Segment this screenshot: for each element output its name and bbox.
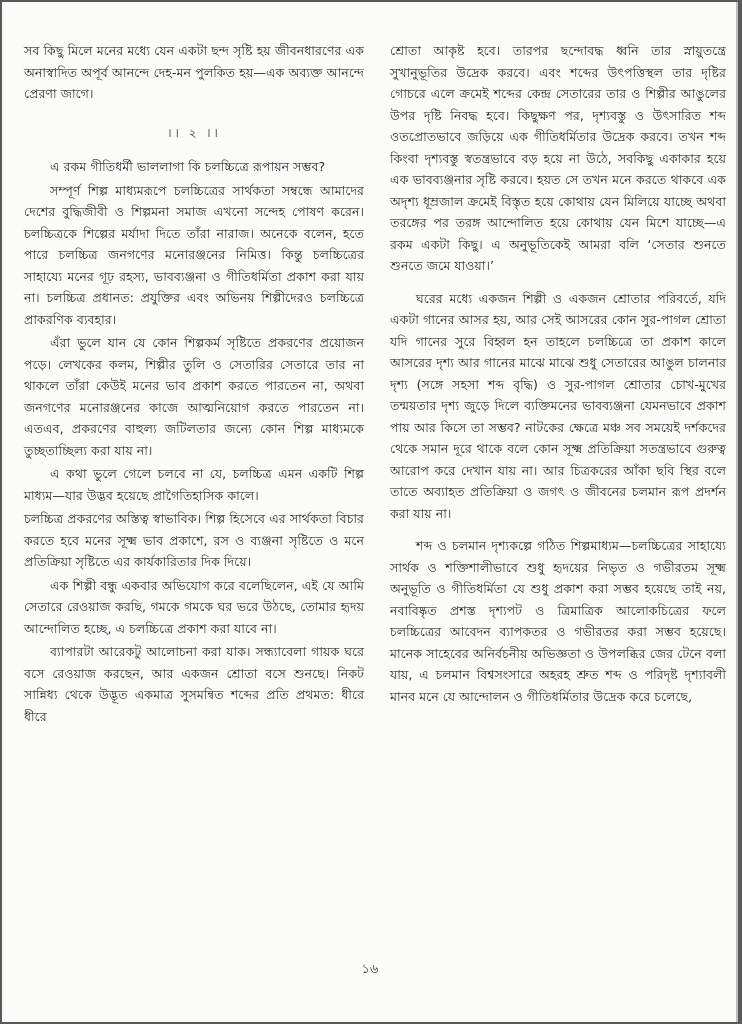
left-column [24,40,364,729]
paragraph: এঁরা ভুলে যান যে কোন শিল্পকর্ম সৃষ্টিতে প্রকরণের প্রয়োজন পড়ে। লেখকের কলম, শিল্পীর তুলি ও সেতারির সেতারে তার না থাকলে তাঁরা কেউই মনের ভাব প্রকাশ করতে পারতেন না, অথবা জনগণের মনোরঞ্জনের কাজে আত্মনিয়োগ করতে পারতেন না। এতএব, প্রকরণের বাহুল্য জটিলতার জন্যে কোন শিল্প মাধ্যমকে তুচ্ছতাচ্ছিল্য করা যায় না। [24,335,364,458]
page-number: ১৬ [361,962,379,977]
paragraph: শব্দ ও চলমান দৃশ্যকল্পে গঠিত শিল্পমাধ্যম—চলচ্চিত্রের সাহায্যে সার্থক ও শক্তিশালীভাবে শুধু হৃদয়ের নিভৃত ও গভীরতম সূক্ষ্ম অনুভূতি ও গীতিধর্মিতা যে শুধু প্রকাশ করা সম্ভব হয়েছে তাই নয়, নবাবিষ্কৃত প্রশস্ত দৃশ্যপট ও ত্রিমাত্রিক আলোকচিত্রের ফলে চলচ্চিত্রের আবেদন ব্যাপকতর ও গভীরতর করা সম্ভব হয়েছে। মানেক সাহেবের অনির্বচনীয় অভিজ্ঞতা ও উপলব্ধির জের টেনে বলা যায়, এ চলমান বিশ্বসংসারে অহরহ শ্রুত শব্দ ও পরিদৃষ্ট দৃশ্যাবলী মানব মনে যে আন্দোলন ও গীতিধর্মিতার উদ্রেক করে চলেছে, [390,538,726,704]
paragraph: ব্যাপারটা আরেকটু আলোচনা করা যাক। সন্ধ্যাবেলা গায়ক ঘরে বসে রেওয়াজ করছেন, আর একজন শ্রোতা বসে শুনছে। নিকট সান্নিধ্য থেকে উদ্ভূত একমাত্র সুসমন্বিত শব্দের প্রতি প্রথমত: ধীরে ধীরে [24,644,364,724]
paragraph: ঘরের মধ্যে একজন শিল্পী ও একজন শ্রোতার পরিবর্তে, যদি একটা গানের আসর হয়, আর সেই আসরের কোন সুর-পাগল শ্রোতা যদি গানের সুরে বিহ্বল হন তাহলে চলচ্চিত্রে তা প্রকাশ কালে আসরের দৃশ্য আর গানের মাঝে মাঝে শুধু সেতারের আঙুল চালনার দৃশ্য (সঙ্গে সহসা শব্দ বৃদ্ধি) ও সুর-পাগল শ্রোতার চোখ-মুখের তন্ময়তার দৃশ্য জুড়ে দিলে ব্যক্তিমনের ভাবব্যঞ্জনা যেমনভাবে প্রকাশ পায় আর কিসে তা সম্ভব? নাটকের ক্ষেত্রে মঞ্চ সব সময়েই দর্শকদের থেকে সমান দূরে থাকে বলে কোন সূক্ষ্ম প্রতিক্রিয়া সতন্ত্রভাবে গুরুত্ব আরোপ করে দেখান যায় না। আর চিত্রকরের আঁকা ছবি স্থির বলে তাতে অব্যাহত প্রতিক্রিয়া ও জগৎ ও জীবনের চলমান রূপ প্রদর্শন করা যায় না। [390,290,726,521]
paragraph: সম্পূর্ণ শিল্প মাধ্যমরূপে চলচ্চিত্রের সার্থকতা সম্বন্ধে আমাদের দেশের বুদ্ধিজীবী ও শিল্পমনা সমাজ এখনো সন্দেহ পোষণ করেন। চলচ্চিত্রকে শিল্পের মর্যাদা দিতে তাঁরা নারাজ। অনেকে বলেন, হতে পারে চলচ্চিত্র জনগণের মনোরঞ্জনের নিমিত্ত। কিন্তু চলচ্চিত্রের সাহায্যে মনের গূঢ় রহস্য, ভাবব্যঞ্জনা ও গীতিধর্মিতা প্রকাশ করা যায় না। চলচ্চিত্র প্রধানত: প্রযুক্তির এবং অভিনয় শিল্পীদেরও চলচ্চিত্রে প্রাকরণিক ব্যবহার। [24,182,364,327]
paragraph: চলচ্চিত্র প্রকরণের অস্তিত্ব স্বাভাবিক। শিল্প হিসেবে এর সার্থকতা বিচার করতে হবে মনের সূক্ষ্ম ভাব প্রকাশে, রস ও ব্যঞ্জনা সৃষ্টিতে ও মনে প্রতিক্রিয়া সৃষ্টিতে এর কার্যকারিতার দিক দিয়ে। [24,511,364,569]
section-number: ।। ২ ।। [167,125,221,140]
paragraph: শ্রোতা আকৃষ্ট হবে। তারপর ছন্দোবদ্ধ ধ্বনি তার স্নায়ুতন্ত্রে সুখানুভূতির উদ্রেক করবে। এবং শব্দের উৎপত্তিস্থল তার দৃষ্টির গোচরে এলে ক্রমেই শব্দের কেন্দ্র সেতারের তার ও শিল্পীর আঙুলের উপর দৃষ্টি নিবদ্ধ হবে। কিছুক্ষণ পর, দৃশ্যবস্তু ও উৎসারিত শব্দ ওতপ্রোতভাবে জড়িয়ে এক গীতিধর্মিতার উদ্রেক করবে। তখন শব্দ কিংবা দৃশ্যবস্তু স্বতন্ত্রভাবে বড় হয়ে না উঠে, সবকিছু একাকার হয়ে এক ভাবব্যঞ্জনার সৃষ্টি করবে। হয়ত সে তখন মনে করতে থাকবে এক অদৃশ্য ধূম্রজাল ক্রমেই বিস্তৃত হয়ে কোথায় যেন মিলিয়ে যাচ্ছে অথবা তরঙ্গের পর তরঙ্গ আন্দোলিত হয়ে কোথায় যেন মিশে যাচ্ছে—এ রকম একটা কিছু। এ অনুভূতিকেই আমরা বলি ‘সেতার শুনতে শুনতে জমে যাওয়া।’ [390,43,726,273]
book-page [2,2,738,1022]
right-column [390,40,726,718]
paragraph: এক শিল্পী বন্ধু একবার অভিযোগ করে বলেছিলেন, এই যে আমি সেতারে রেওয়াজ করছি, গমকে গমকে ঘর ভরে উঠছে, তোমার হৃদয় আন্দোলিত হচ্ছে, এ চলচ্চিত্রে প্রকাশ করা যাবে না। [24,577,364,636]
paragraph: এ রকম গীতিধর্মী ভাললাগা কি চলচ্চিত্রে রূপায়ন সম্ভব? [50,159,326,174]
paragraph: সব কিছু মিলে মনের মধ্যে যেন একটা ছন্দ সৃষ্টি হয় জীবনধারণের এক অনাস্বাদিত অপূর্ব আনন্দে দেহ-মন পুলকিত হয়—এক অব্যক্ত আনন্দে প্রেরণা জাগে। [24,43,364,101]
paragraph: এ কথা ভুলে গেলে চলবে না যে, চলচ্চিত্র এমন একটি শিল্প মাধ্যম—যার উদ্ভব হয়েছে প্রাগৈতিহাসিক কালে। [24,466,364,503]
